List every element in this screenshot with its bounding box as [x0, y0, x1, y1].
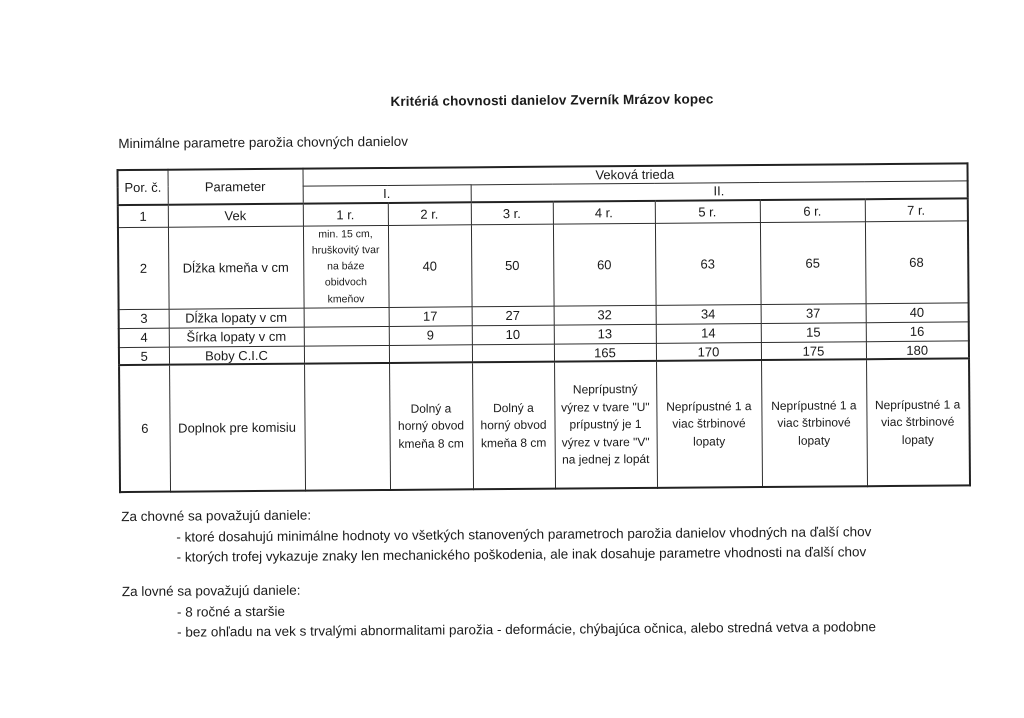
document-title: Kritériá chovnosti danielov Zverník Mrázov kopec [390, 91, 714, 109]
table-cell: 50 [471, 224, 554, 307]
row-number: 4 [119, 328, 169, 347]
table-cell [304, 363, 390, 491]
table-cell: 9 [389, 326, 472, 346]
col-header-vekova-trieda: Veková trieda [302, 163, 967, 185]
table-cell: 175 [761, 342, 866, 361]
table-cell: min. 15 cm, hruškovitý tvar na báze obidvoch kmeňov [303, 225, 389, 308]
table-cell: Dolný a horný obvod kmeňa 8 cm [472, 362, 555, 490]
table-cell: 63 [655, 222, 761, 305]
table-cell: Neprípustný výrez v tvare "U" prípustný je 1 výrez v tvare "V" na jednej z lopát [554, 361, 657, 489]
table-cell: 34 [656, 304, 761, 324]
table-row [119, 359, 970, 493]
table-cell: 10 [472, 325, 554, 345]
row-number: 2 [118, 227, 169, 310]
table-cell: 32 [554, 305, 656, 325]
table-cell: 165 [554, 343, 656, 362]
bullet-item: - 8 ročné a staršie [176, 603, 286, 620]
row-number: 1 [118, 205, 168, 227]
row-label: Dĺžka lopaty v cm [169, 308, 304, 328]
table-cell: 15 [761, 323, 866, 343]
col-header-class-i: I. [303, 184, 471, 203]
age-header-2r: 2 r. [388, 202, 471, 225]
age-header-6r: 6 r. [760, 199, 865, 222]
bullet-item: - bez ohľadu na vek s trvalými abnormalitami parožia - deformácie, chýbajúca očnica, alebo stredná vetva a podobne [177, 619, 877, 640]
table-cell: 68 [865, 220, 969, 303]
table-row [118, 220, 969, 309]
table-cell: 37 [761, 304, 866, 324]
criteria-table [116, 162, 971, 493]
row-label: Doplnok pre komisiu [169, 364, 305, 492]
table-cell: 180 [866, 341, 969, 360]
table-cell: 40 [866, 303, 969, 323]
section-heading: Za lovné sa považujú daniele: [121, 582, 301, 600]
table-cell: 14 [656, 323, 761, 343]
row-number: 3 [119, 309, 169, 328]
bullet-item: - ktoré dosahujú minimálne hodnoty vo všetkých stanovených parametroch parožia danielov vhodných na ďalší chov [176, 523, 872, 545]
col-header-por-c: Por. č. [118, 170, 168, 205]
age-header-4r: 4 r. [553, 201, 655, 224]
table-cell: Neprípustné 1 a viac štrbinové lopaty [761, 360, 867, 488]
table-cell: 16 [866, 322, 969, 342]
table-cell: Dolný a horný obvod kmeňa 8 cm [389, 363, 473, 491]
table-cell [304, 326, 389, 346]
bullet-item: - ktorých trofej vykazuje znaky len mechanického poškodenia, ale inak dosahuje parametre vhodnosti na ďalší chov [176, 544, 867, 565]
age-header-1r: 1 r. [303, 203, 388, 226]
table-cell: 65 [760, 221, 866, 304]
row-number: 5 [119, 347, 169, 365]
table-cell [472, 344, 554, 363]
table-cell: Neprípustné 1 a viac štrbinové lopaty [656, 360, 762, 488]
row-label: Dĺžka kmeňa v cm [168, 226, 304, 309]
row-label: Boby C.I.C [169, 346, 304, 365]
table-cell: 27 [472, 306, 554, 326]
table-cell: 170 [656, 342, 761, 361]
row-label: Vek [168, 204, 303, 227]
age-header-7r: 7 r. [865, 198, 968, 221]
row-label: Šírka lopaty v cm [169, 327, 304, 347]
table-cell [389, 345, 472, 364]
table-cell: 40 [388, 224, 472, 307]
section-lovne [122, 576, 876, 643]
table-cell [304, 307, 389, 327]
table-cell [304, 345, 389, 364]
table-cell: 17 [389, 307, 472, 327]
section-chovne [121, 501, 871, 568]
table-cell: Neprípustné 1 a viac štrbinové lopaty [866, 359, 970, 487]
table-cell: 60 [553, 223, 656, 306]
age-header-5r: 5 r. [655, 200, 760, 223]
document-subtitle: Minimálne parametre parožia chovných danielov [118, 133, 409, 152]
section-heading: Za chovné sa považujú daniele: [121, 507, 312, 525]
table-cell: 13 [554, 324, 656, 344]
col-header-parameter: Parameter [168, 169, 303, 205]
row-number: 6 [119, 365, 170, 492]
age-header-3r: 3 r. [471, 202, 553, 225]
col-header-class-ii: II. [471, 180, 968, 202]
